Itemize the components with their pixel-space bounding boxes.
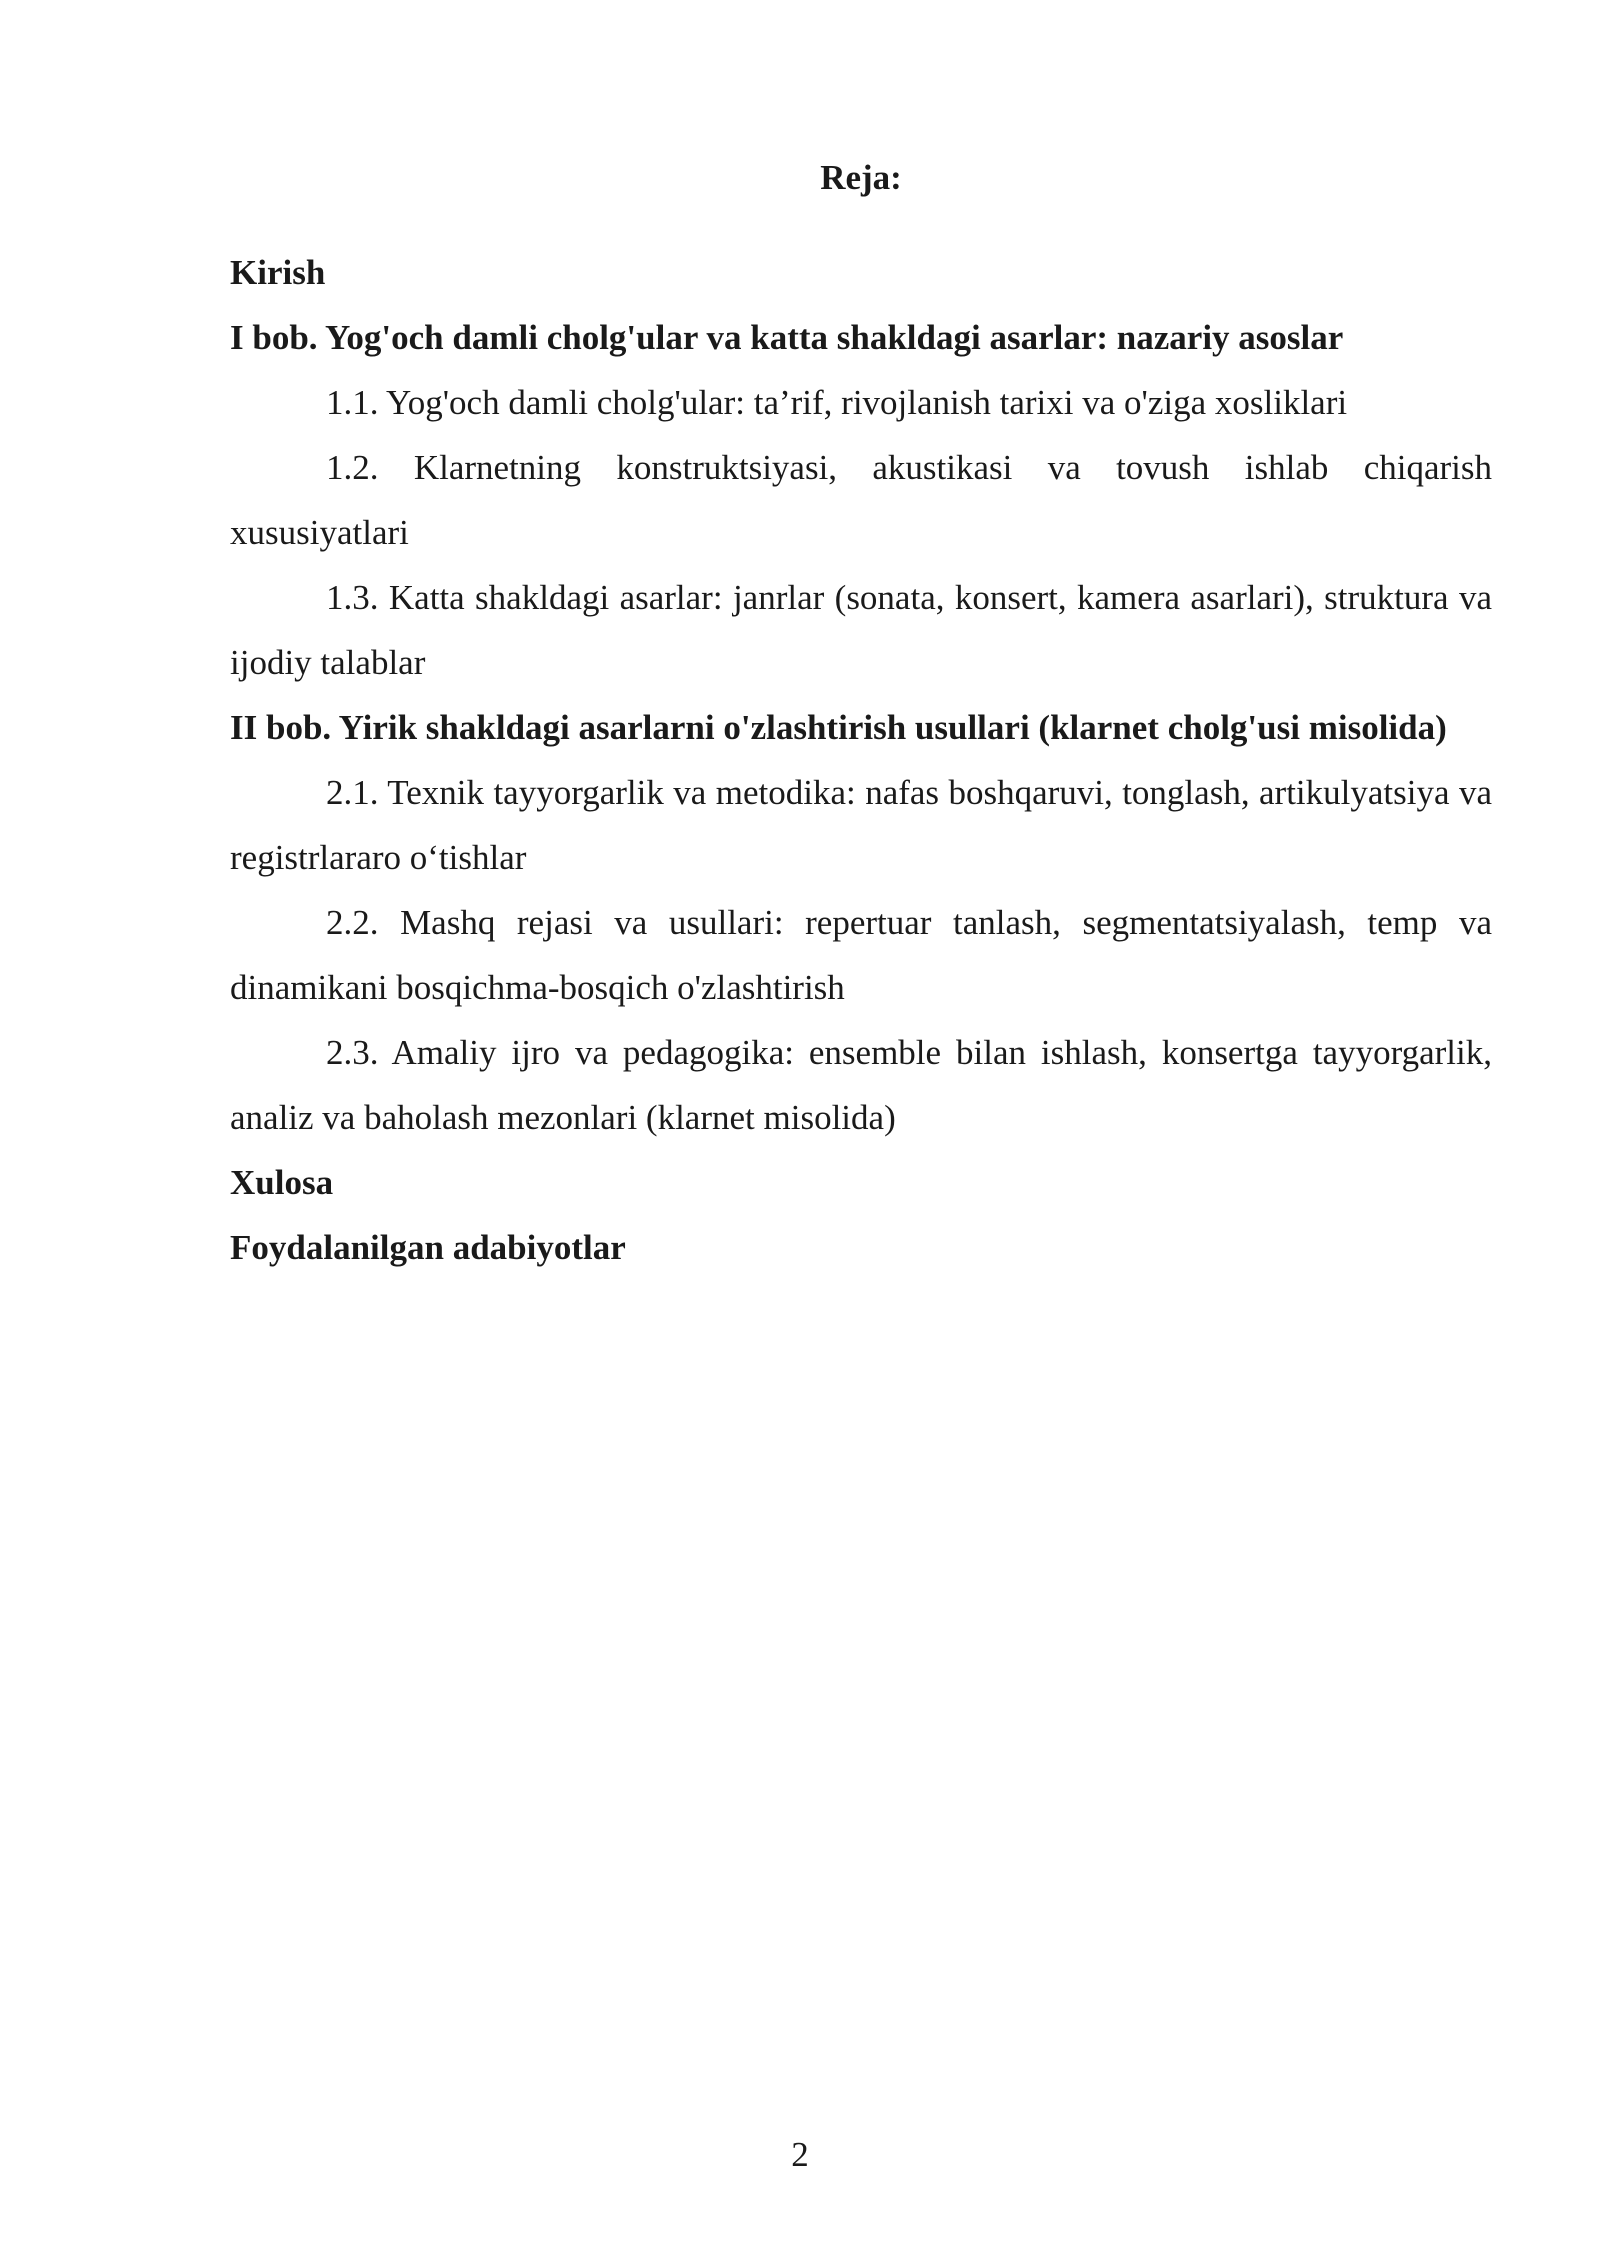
toc-item-1-2: 1.2. Klarnetning konstruktsiyasi, akustikasi va tovush ishlab chiqarish xususiyatlari <box>230 448 1492 552</box>
toc-heading-intro: Kirish <box>230 253 326 292</box>
table-of-contents <box>230 148 1492 1280</box>
page-number: 2 <box>791 2135 809 2174</box>
toc-heading-chapter-2: II bob. Yirik shakldagi asarlarni o'zlashtirish usullari (klarnet cholg'usi misolida) <box>230 708 1447 747</box>
toc-item-2-3: 2.3. Amaliy ijro va pedagogika: ensemble bilan ishlash, konsertga tayyorgarlik, analiz va baholash mezonlari (klarnet misolida) <box>230 1033 1492 1137</box>
page-title: Reja: <box>820 158 902 197</box>
toc-heading-references: Foydalanilgan adabiyotlar <box>230 1228 626 1267</box>
toc-item-2-1: 2.1. Texnik tayyorgarlik va metodika: nafas boshqaruvi, tonglash, artikulyatsiya va registrlararo o‘tishlar <box>230 773 1492 877</box>
toc-heading-chapter-1: I bob. Yog'och damli cholg'ular va katta shakldagi asarlar: nazariy asoslar <box>230 318 1344 357</box>
toc-heading-conclusion: Xulosa <box>230 1163 334 1202</box>
toc-item-2-2: 2.2. Mashq rejasi va usullari: repertuar tanlash, segmentatsiyalash, temp va dinamikani bosqichma-bosqich o'zlashtirish <box>230 903 1492 1007</box>
toc-item-1-1: 1.1. Yog'och damli cholg'ular: ta’rif, rivojlanish tarixi va o'ziga xosliklari <box>326 383 1348 422</box>
toc-item-1-3: 1.3. Katta shakldagi asarlar: janrlar (sonata, konsert, kamera asarlari), struktura va ijodiy talablar <box>230 578 1492 682</box>
